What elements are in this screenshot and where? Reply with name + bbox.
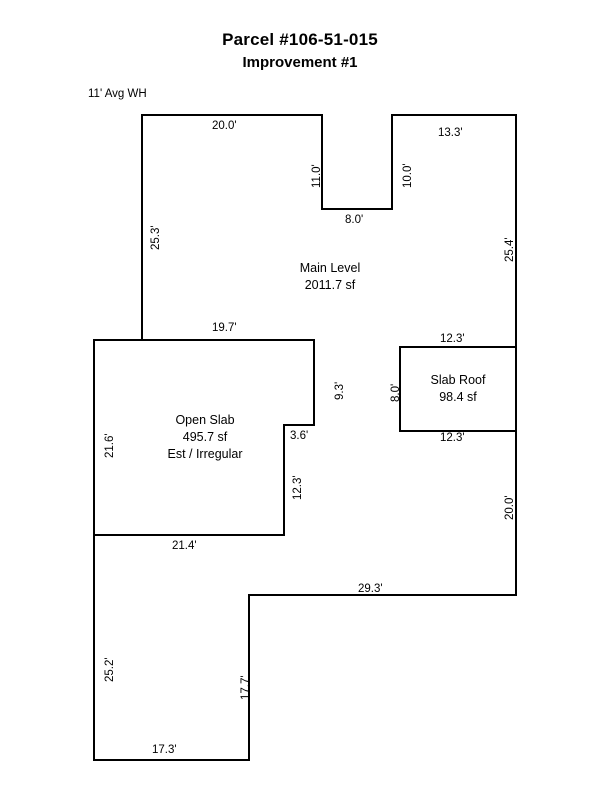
dim-main-top-right: 13.3'	[438, 127, 463, 139]
area-size-slab-roof: 98.4 sf	[439, 389, 477, 404]
area-label-slab-roof	[398, 372, 518, 406]
dim-bottom-inner-vert: 17.7'	[240, 675, 252, 700]
dim-slab-roof-top: 12.3'	[440, 333, 465, 345]
dim-notch-bottom: 8.0'	[345, 214, 364, 226]
dim-lower-horizontal: 29.3'	[358, 583, 383, 595]
page-title: Parcel #106-51-015	[222, 30, 378, 49]
area-name-main-level: Main Level	[299, 261, 361, 275]
dim-bottom-left-vert: 25.2'	[104, 657, 116, 682]
dim-slab-roof-bottom: 12.3'	[440, 432, 465, 444]
dim-right-lower: 20.0'	[504, 495, 516, 520]
dim-right-upper: 25.4'	[504, 237, 516, 262]
dim-open-slab-bottom: 21.4'	[172, 540, 197, 552]
dim-open-slab-top: 19.7'	[212, 322, 237, 334]
page-subtitle: Improvement #1	[242, 54, 358, 71]
wall-height-note: 11' Avg WH	[88, 88, 147, 100]
area-label-main-level	[250, 260, 410, 294]
dim-slab-roof-left: 8.0'	[390, 383, 402, 402]
dim-notch-right: 10.0'	[402, 163, 414, 188]
dim-notch-left: 11.0'	[311, 164, 323, 188]
dim-step-bottom: 3.6'	[290, 430, 309, 442]
dim-bottom-horizontal: 17.3'	[152, 744, 177, 756]
dim-step-right-lower: 12.3'	[292, 475, 304, 500]
area-label-open-slab	[120, 412, 290, 463]
area-size-main-level: 2011.7 sf	[304, 277, 356, 292]
dim-step-right-upper: 9.3'	[334, 381, 346, 400]
area-name-slab-roof: Slab Roof	[430, 373, 486, 387]
area-name-open-slab: Open Slab	[175, 413, 235, 427]
dim-left-upper: 25.3'	[150, 225, 162, 250]
area-note-open-slab: Est / Irregular	[167, 446, 243, 461]
area-size-open-slab: 495.7 sf	[182, 429, 228, 444]
dim-open-slab-left: 21.6'	[104, 433, 116, 458]
dim-main-top: 20.0'	[212, 120, 237, 132]
